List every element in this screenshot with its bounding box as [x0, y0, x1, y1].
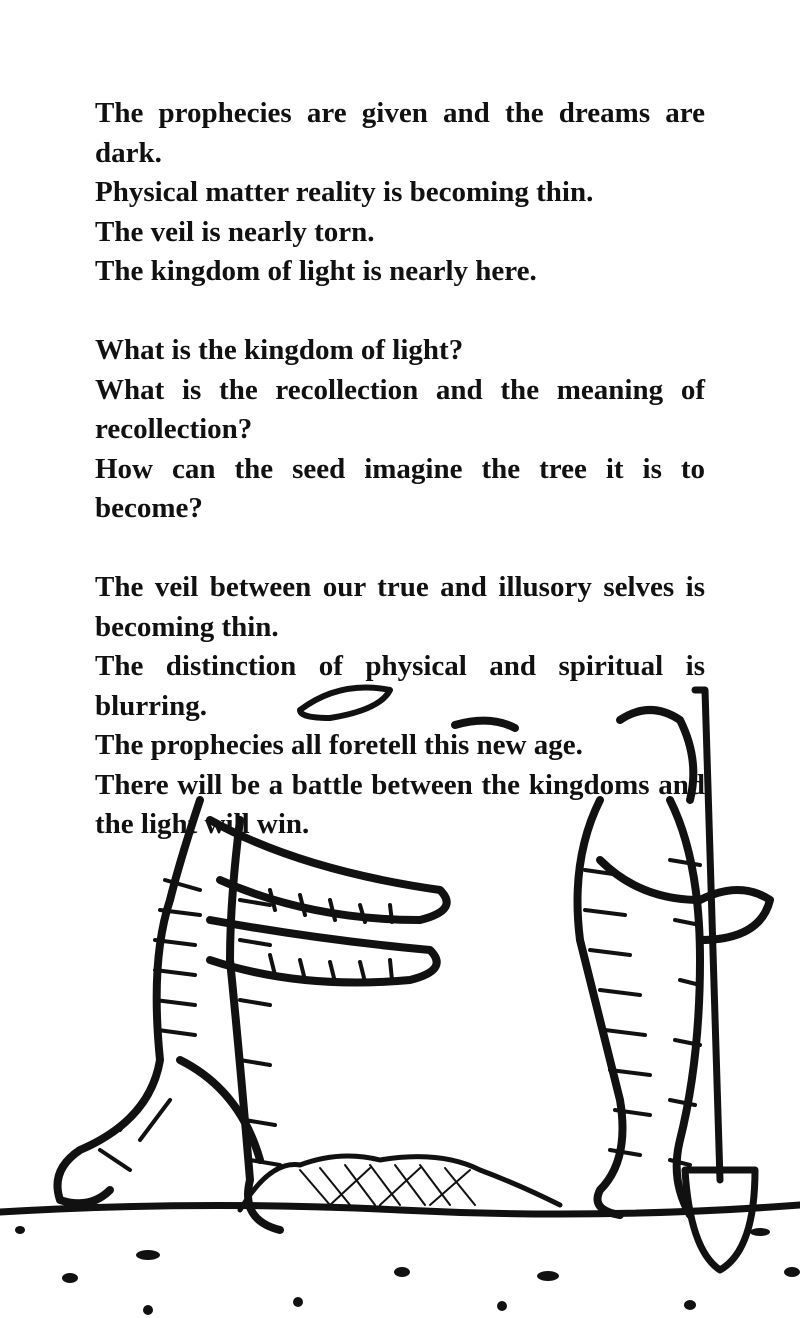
poem-line: The veil is nearly torn.: [95, 215, 375, 248]
poem-line: The prophecies all foretell this new age.: [95, 729, 583, 761]
poem-line: The veil between our true and illusory selves is becoming thin.: [95, 571, 705, 643]
dirt-mound: [240, 1156, 560, 1210]
left-figure: [58, 800, 447, 1230]
poem-line: The distinction of physical and spiritual is blurring.: [95, 650, 705, 722]
poem-line: There will be a battle between the kingdoms and the light will win.: [95, 768, 705, 840]
poem-line: Physical matter reality is becoming thin.: [95, 176, 594, 208]
stanza-3: [95, 568, 705, 845]
poem-line: The kingdom of light is nearly here.: [95, 255, 537, 287]
poem-line: What is the recollection and the meaning of recollection?: [95, 373, 705, 445]
stanza-1: [95, 94, 705, 292]
ground-dots: [15, 1226, 800, 1315]
poem-line: The prophecies are given and the dreams are dark.: [95, 97, 705, 169]
mound-hatching: [300, 1165, 475, 1205]
poem-line: What is the kingdom of light?: [95, 334, 464, 366]
stanza-2: [95, 331, 705, 529]
poem-text: [95, 94, 705, 845]
poem-line: How can the seed imagine the tree it is to become?: [95, 452, 705, 524]
ground-line: [0, 1205, 800, 1214]
